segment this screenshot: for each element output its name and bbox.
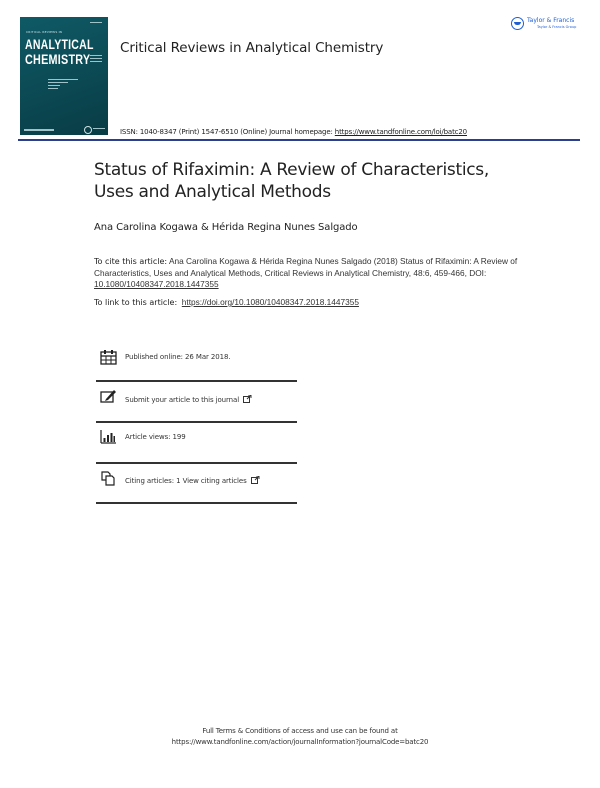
- external-link-icon: [251, 476, 260, 484]
- submit-article-link[interactable]: [125, 395, 252, 404]
- article-views-text: Article views: 199: [125, 433, 186, 441]
- journal-homepage-link[interactable]: https://www.tandfonline.com/loi/batc20: [334, 128, 467, 136]
- published-online-item: [96, 349, 297, 389]
- cover-decoration: [90, 22, 102, 23]
- footer-terms-url[interactable]: https://www.tandfonline.com/action/journalInformation?journalCode=batc20: [171, 738, 429, 746]
- citing-articles-item[interactable]: [96, 470, 297, 510]
- article-link-label: To link to this article:: [94, 298, 178, 307]
- cover-publisher-text: [93, 128, 105, 129]
- article-title-line1: Status of Rifaximin: A Review of Characteristics,: [94, 160, 489, 180]
- citation-text: Ana Carolina Kogawa & Hérida Regina Nunes Salgado (2018) Status of Rifaximin: A Review of Characteristics, Uses and Analytical Methods, Critical Reviews in Analytical Chemistry, 48:6, 459-466, DOI:: [94, 256, 518, 278]
- cover-footer: [24, 129, 54, 131]
- cover-publisher-mark: [84, 126, 92, 134]
- issn-text: ISSN: 1040-8347 (Print) 1547-6510 (Online) Journal homepage:: [120, 128, 335, 136]
- issn-line: [120, 128, 467, 136]
- citation-block: [94, 256, 524, 291]
- calendar-icon: [100, 349, 117, 365]
- info-divider: [96, 462, 297, 464]
- cover-title-line1: ANALYTICAL: [25, 37, 94, 52]
- journal-title: Critical Reviews in Analytical Chemistry: [120, 40, 384, 56]
- logo-group: Taylor & Francis Group: [537, 25, 577, 29]
- publisher-logo: [511, 17, 581, 33]
- external-link-icon: [243, 395, 252, 403]
- journal-cover-image: [20, 17, 108, 135]
- cover-title-line2: CHEMISTRY: [25, 52, 91, 67]
- logo-name: Taylor & Francis: [527, 17, 575, 24]
- edit-icon: [100, 388, 117, 404]
- citing-articles-link[interactable]: [125, 476, 260, 485]
- citing-articles-text: Citing articles: 1 View citing articles: [125, 477, 247, 485]
- article-title-line2: Uses and Analytical Methods: [94, 182, 331, 202]
- bar-chart-icon: [100, 429, 117, 445]
- citation-label: To cite this article:: [94, 257, 168, 266]
- article-authors: Ana Carolina Kogawa & Hérida Regina Nunes Salgado: [94, 222, 358, 233]
- cover-series-label: CRITICAL REVIEWS IN: [26, 30, 63, 34]
- article-doi-url-link[interactable]: https://doi.org/10.1080/10408347.2018.1447355: [181, 297, 359, 307]
- published-online-text: Published online: 26 Mar 2018.: [125, 353, 231, 361]
- header-divider: [18, 139, 580, 141]
- cover-contents: [48, 79, 78, 91]
- info-divider: [96, 421, 297, 423]
- info-divider: [96, 380, 297, 382]
- article-title: [94, 159, 489, 203]
- footer-terms-text: Full Terms & Conditions of access and use can be found at: [202, 727, 398, 735]
- citing-articles-icon: [100, 470, 117, 486]
- info-divider: [96, 502, 297, 504]
- article-link-block: [94, 297, 359, 307]
- doi-link[interactable]: 10.1080/10408347.2018.1447355: [94, 279, 219, 290]
- submit-article-text: Submit your article to this journal: [125, 396, 240, 404]
- cover-volume-info: [90, 55, 102, 63]
